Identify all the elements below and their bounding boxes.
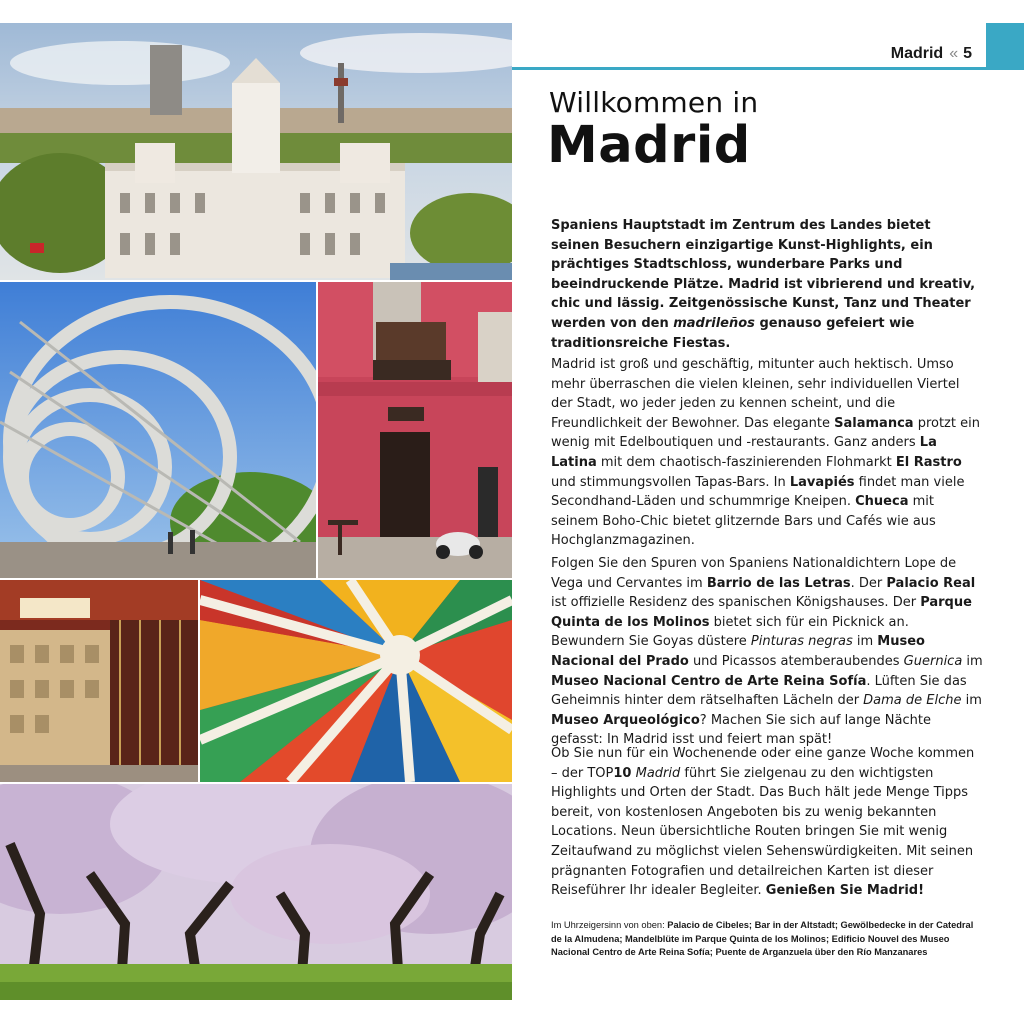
para1-run: Lavapiés [789, 474, 855, 490]
para2-run: Pinturas negras [750, 634, 853, 650]
para2-run: und Picassos atemberaubendes [688, 653, 904, 669]
running-head [891, 45, 972, 63]
para2-run: ? Machen Sie sich auf lange Nächte gefasst: In Madrid isst und feiert man spät! [551, 712, 931, 748]
page-number: 5 [963, 45, 972, 62]
body-paragraph-2 [551, 554, 983, 750]
running-head-section: Madrid [890, 45, 944, 62]
body-paragraph-3 [551, 744, 983, 901]
caption-run: Palacio de Cibeles; Bar in der Altstadt; Gewölbedecke in der Catedral de la Almudena; Mandelblüte im Parque Quinta de los Molinos; Edificio Nouvel des Museo Nacional Centro de Arte Reina Sofía; Puente de Arganzuela über den Río Manzanares [551, 920, 974, 957]
para2-run: Museo Nacional Centro de Arte Reina Sofía [551, 673, 867, 689]
body-paragraph-1 [551, 355, 983, 551]
lead-run: madrileños [673, 315, 755, 331]
photo-mandelbluete-quinta-de-los-molinos [0, 784, 512, 1000]
para3-run: Madrid [635, 765, 681, 781]
para2-run: . Lüften Sie das Geheimnis hinter dem rätselhaften Lächeln der [551, 673, 967, 709]
header-rule [512, 67, 986, 70]
para1-run: Chueca [855, 494, 909, 510]
para2-run: Folgen Sie den Spuren von Spaniens Nationaldichtern Lope de Vega und Cervantes im [551, 556, 957, 591]
para1-run: protzt ein wenig mit Edelboutiquen und -restaurants. Ganz anders [551, 415, 980, 451]
para3-run: führt Sie zielgenau zu den wichtigsten Highlights und Orten der Stadt. Das Buch hält jede Menge Tipps bereit, von kostenlosen Angeboten bis zu wenig bekannten Locations. Neun übersichtliche Routen bringen Sie mit wenig Zeitaufwand zu möglichst vielen Sehenswürdigkeiten. Mit seinen prägnanten Fotografien und detailreichen Karten ist dieser Reiseführer Ihr idealer Begleiter. [551, 765, 974, 899]
para2-run: im [852, 634, 878, 650]
para3-run: Ob Sie nun für ein Wochenende oder eine ganze Woche kommen – der TOP [551, 746, 975, 781]
page-title: Madrid [547, 116, 751, 175]
para2-run: Museo Nacional del Prado [551, 634, 925, 669]
photo-palacio-de-cibeles [0, 23, 512, 280]
photo-caption [551, 919, 985, 960]
lead-run: Spaniens Hauptstadt im Zentrum des Landes bietet seinen Besuchern einzigartige Kunst-Highlights, ein prächtiges Stadtschloss, wunderbare Parks und beeindruckende Plätze. Madrid ist vibrierend und kreativ, chic und lässig. Zeitgenössische Kunst, Tanz und Theater werden von den [551, 218, 976, 331]
photo-puente-de-arganzuela [0, 282, 316, 578]
caption-run: Im Uhrzeigersinn von oben: [551, 920, 668, 930]
para1-run: mit dem chaotisch-faszinierenden Flohmarkt [596, 454, 896, 470]
lead-paragraph [551, 216, 983, 353]
para2-run: Parque Quinta de los Molinos [551, 595, 972, 630]
para2-run: Museo Arqueológico [551, 712, 700, 728]
title-kicker: Willkommen in [549, 86, 759, 119]
para1-run: El Rastro [895, 454, 962, 470]
para2-run: im [961, 693, 982, 709]
para2-run: bietet sich für ein Picknick an. Bewundern Sie Goyas düstere [551, 614, 909, 650]
para2-run: Palacio Real [886, 575, 976, 591]
para1-run: Madrid ist groß und geschäftig, mitunter auch hektisch. Umso mehr überraschen die vielen kleinen, sehr individuellen Viertel der Stadt, wo jeder jeden zu kennen scheint, und die Freundlichkeit der Bewohner. Das elegante [551, 357, 960, 431]
para1-run: und stimmungsvollen Tapas-Bars. In [551, 474, 790, 490]
para2-run: Guernica [903, 653, 963, 669]
para2-run: ist offizielle Residenz des spanischen Königshauses. Der [551, 595, 921, 611]
para2-run: im [962, 653, 983, 669]
lead-run: genauso gefeiert wie traditionsreiche Fiestas. [551, 315, 915, 351]
photo-gewoelbedecke-almudena [200, 580, 512, 782]
chevron-left-icon: « [949, 45, 959, 62]
para3-run: Genießen Sie Madrid! [765, 883, 925, 899]
para2-run: . Der [850, 575, 887, 591]
para2-run: Dama de Elche [863, 693, 962, 709]
photo-edificio-nouvel [0, 580, 198, 782]
para1-run: La Latina [551, 435, 937, 470]
page-tab [986, 23, 1024, 70]
para1-run: Salamanca [834, 415, 914, 431]
para2-run: Barrio de las Letras [706, 575, 851, 591]
para1-run: mit seinem Boho-Chic bietet glitzernde Bars und Cafés wie aus Hochglanzmagazinen. [551, 494, 936, 549]
para3-run: 10 [613, 765, 632, 781]
photo-bar-altstadt [318, 282, 512, 578]
para1-run: findet man viele Secondhand-Läden und schummrige Kneipen. [551, 474, 965, 510]
